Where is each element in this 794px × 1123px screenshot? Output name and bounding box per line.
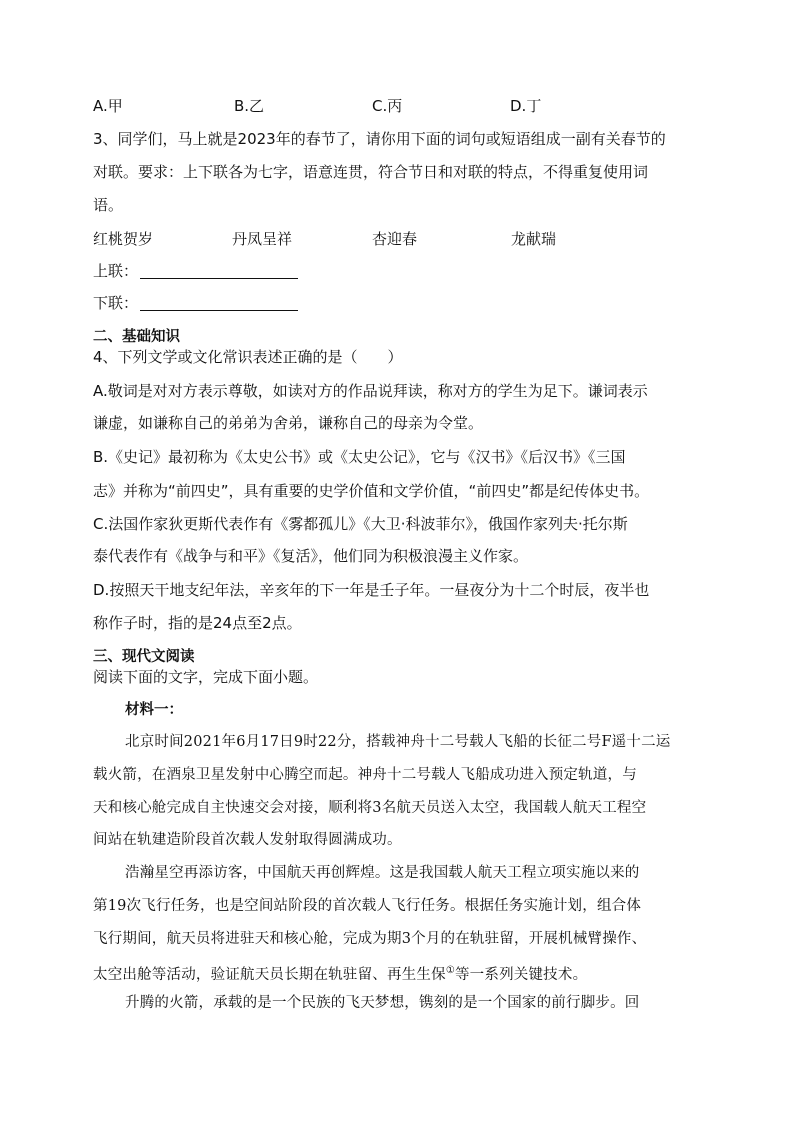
para3-line-1: 升腾的火箭，承载的是一个民族的飞天梦想，镌刻的是一个国家的前行脚步。回 — [125, 995, 640, 1011]
q3-word-2: 丹凤呈祥 — [232, 230, 293, 248]
material-1-title: 材料一： — [125, 702, 183, 718]
para2-line-4-text-b: 等一系列关键技术。 — [454, 967, 588, 983]
q2-option-d[interactable]: D.丁 — [510, 97, 542, 115]
q3-stem-line-2: 对联。要求：上下联各为七字，语意连贯，符合节日和对联的特点，不得重复使用词 — [93, 163, 649, 181]
q4-stem: 4、下列文学或文化常识表述正确的是（ ） — [93, 348, 403, 366]
section-2-title: 二、基础知识 — [93, 329, 180, 345]
para1-line-3: 天和核心舱完成自主快速交会对接，顺利将3名航天员送入太空，我国载人航天工程空 — [93, 800, 647, 816]
para2-line-4-text-a: 太空出舱等活动，验证航天员长期在轨驻留、再生生保 — [93, 967, 446, 983]
q2-option-a[interactable]: A.甲 — [93, 97, 123, 115]
lower-couplet-row — [93, 292, 298, 314]
lower-couplet-label: 下联： — [93, 294, 139, 312]
q3-word-4: 龙献瑞 — [511, 230, 557, 248]
upper-couplet-blank[interactable] — [140, 262, 298, 279]
para1-line-2: 载火箭，在酒泉卫星发射中心腾空而起。神舟十二号载人飞船成功进入预定轨道，与 — [93, 767, 637, 783]
para2-line-1: 浩瀚星空再添访客，中国航天再创辉煌。这是我国载人航天工程立项实施以来的 — [125, 865, 640, 881]
para2-line-3: 飞行期间，航天员将进驻天和核心舱，完成为期3个月的在轨驻留，开展机械臂操作、 — [93, 931, 647, 947]
q2-option-b[interactable]: B.乙 — [234, 97, 265, 115]
para1-line-1: 北京时间2021年6月17日9时22分，搭载神舟十二号载人飞船的长征二号F遥十二运 — [125, 734, 671, 750]
q4-option-d-line-1[interactable]: D.按照天干地支纪年法，辛亥年的下一年是壬子年。一昼夜分为十二个时辰，夜半也 — [93, 581, 650, 599]
q3-stem-line-1: 3、同学们，马上就是2023年的春节了，请你用下面的词句或短语组成一副有关春节的 — [93, 130, 666, 148]
footnote-marker[interactable]: ① — [445, 965, 455, 976]
q3-word-1: 红桃贺岁 — [93, 230, 154, 248]
section-3-title: 三、现代文阅读 — [93, 649, 195, 665]
para2-line-2: 第19次飞行任务，也是空间站阶段的首次载人飞行任务。根据任务实施计划，组合体 — [93, 898, 642, 914]
upper-couplet-label: 上联： — [93, 262, 139, 280]
q3-stem-line-3: 语。 — [93, 196, 124, 214]
para2-line-4 — [93, 960, 587, 986]
upper-couplet-row — [93, 260, 298, 282]
q2-option-c[interactable]: C.丙 — [372, 97, 403, 115]
reading-intro: 阅读下面的文字，完成下面小题。 — [93, 668, 319, 686]
para1-line-4: 间站在轨建造阶段首次载人发射取得圆满成功。 — [93, 832, 402, 848]
lower-couplet-blank[interactable] — [140, 294, 298, 311]
q4-option-c-line-1[interactable]: C.法国作家狄更斯代表作有《雾都孤儿》《大卫·科波菲尔》，俄国作家列夫·托尔斯 — [93, 515, 628, 533]
q4-option-b-line-2[interactable]: 志》并称为“前四史”，具有重要的史学价值和文学价值，“前四史”都是纪传体史书。 — [93, 482, 650, 500]
q4-option-b-line-1[interactable]: B.《史记》最初称为《太史公书》或《太史公记》，它与《汉书》《后汉书》《三国 — [93, 448, 626, 466]
q4-option-a-line-2[interactable]: 谦虚，如谦称自己的弟弟为舍弟，谦称自己的母亲为令堂。 — [93, 414, 484, 432]
q4-option-d-line-2[interactable]: 称作子时，指的是24点至2点。 — [93, 614, 302, 632]
q4-option-a-line-1[interactable]: A.敬词是对对方表示尊敬，如读对方的作品说拜读，称对方的学生为足下。谦词表示 — [93, 382, 648, 400]
q3-word-3: 杏迎春 — [372, 230, 418, 248]
q4-option-c-line-2[interactable]: 泰代表作有《战争与和平》《复活》，他们同为积极浪漫主义作家。 — [93, 547, 529, 565]
